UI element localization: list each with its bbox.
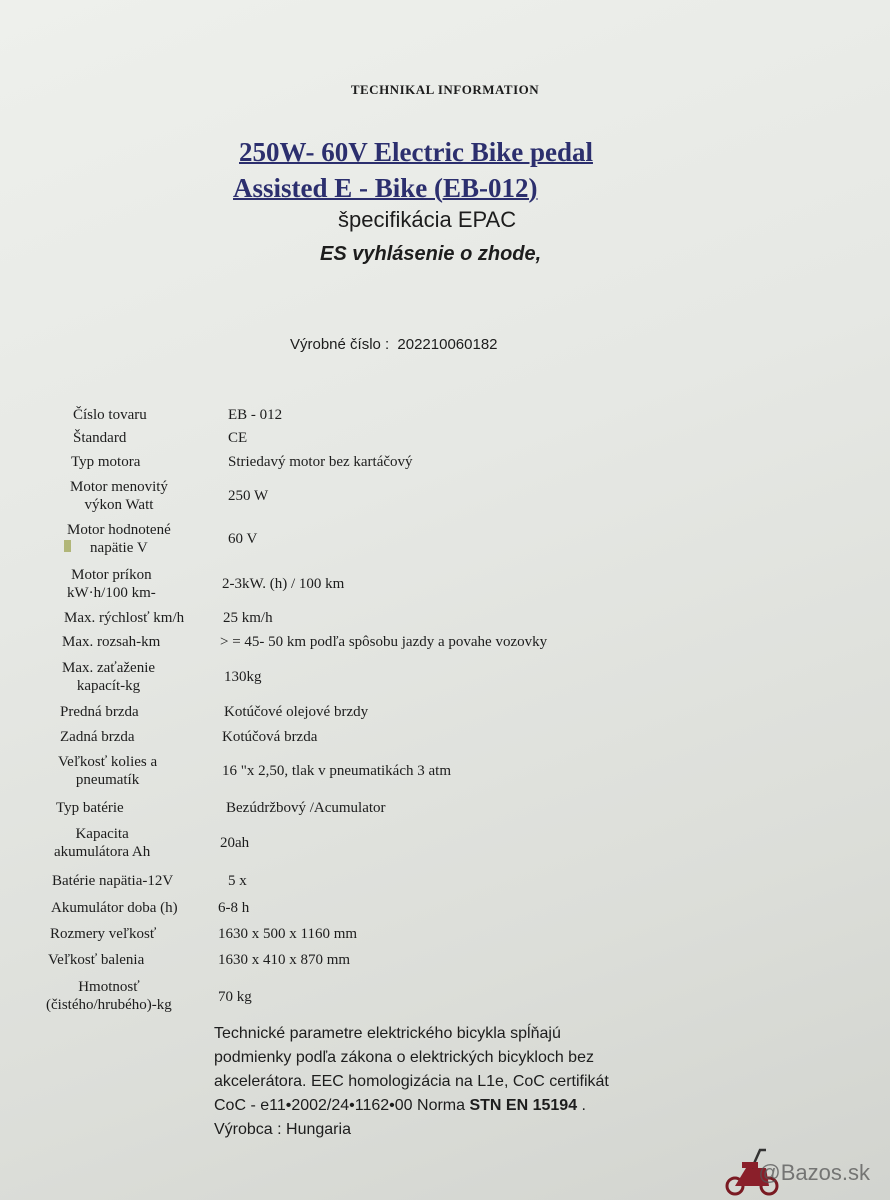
spec-label: Typ motora	[71, 454, 141, 470]
spec-label: Motor príkon kW·h/100 km-	[67, 567, 156, 601]
technical-information-heading: TECHNIKAL INFORMATION	[350, 82, 540, 97]
declaration-of-conformity: ES vyhlásenie o zhode,	[320, 243, 542, 265]
spec-label: Predná brzda	[60, 704, 139, 720]
certificate-text: CoC - e11•2002/24•1162•00 Norma	[214, 1097, 470, 1114]
spec-label: Rozmery veľkosť	[50, 926, 157, 942]
spec-value: 1630 x 410 x 870 mm	[218, 952, 351, 968]
spec-value: 20ah	[220, 835, 250, 851]
spec-value: 250 W	[228, 488, 269, 504]
bazos-watermark: @Bazos.sk	[758, 1160, 870, 1185]
spec-value: 60 V	[228, 531, 258, 547]
footer-statement	[214, 1022, 609, 1142]
spec-value: Striedavý motor bez kartáčový	[228, 454, 413, 470]
spec-label: Veľkosť balenia	[48, 952, 145, 968]
spec-label: Typ batérie	[56, 800, 124, 816]
spec-value: CE	[228, 430, 248, 446]
spec-label: Kapacita akumulátora Ah	[54, 826, 151, 860]
serial-number-label: Výrobné číslo :	[290, 336, 390, 353]
product-title-line-2: Assisted E - Bike (EB-012)	[233, 173, 538, 203]
spec-value: Bezúdržbový /Acumulator	[226, 800, 386, 816]
spec-label: Číslo tovaru	[73, 407, 147, 423]
spec-value: 2-3kW. (h) / 100 km	[222, 576, 345, 592]
spec-value: 1630 x 500 x 1160 mm	[218, 926, 358, 942]
spec-value: 5 x	[228, 873, 247, 889]
serial-number-value: 202210060182	[397, 336, 498, 353]
spec-value: EB - 012	[228, 407, 283, 423]
spec-label: Batérie napätia-12V	[52, 873, 174, 889]
specification-subtitle: špecifikácia EPAC	[338, 207, 517, 232]
spec-label: Zadná brzda	[60, 729, 135, 745]
product-title-line-1: 250W- 60V Electric Bike pedal	[239, 137, 593, 167]
spec-value: 6-8 h	[218, 900, 250, 916]
spec-label: Štandard	[73, 430, 127, 446]
manufacturer-line: Výrobca : Hungaria	[214, 1121, 351, 1138]
spec-value: 25 km/h	[223, 610, 273, 626]
certificate-suffix: .	[577, 1097, 586, 1114]
spec-value: > = 45- 50 km podľa spôsobu jazdy a povahe vozovky	[220, 634, 548, 650]
spec-label: Max. rýchlosť km/h	[64, 610, 185, 626]
spec-label: Max. rozsah-km	[62, 634, 161, 650]
serial-number	[290, 336, 498, 353]
footer-line: podmienky podľa zákona o elektrických bicykloch bez	[214, 1049, 594, 1066]
footer-line: Technické parametre elektrického bicykla spĺňajú	[214, 1025, 561, 1042]
standard-reference: STN EN 15194	[469, 1097, 578, 1114]
spec-value: 70 kg	[218, 989, 252, 1005]
spec-label: Max. zaťaženie kapacít-kg	[62, 660, 156, 694]
spec-label: Akumulátor doba (h)	[51, 900, 178, 916]
spec-label: Hmotnosť (čistého/hrubého)-kg	[46, 979, 172, 1013]
footer-line: akcelerátora. EEC homologizácia na L1e, CoC certifikát	[214, 1073, 609, 1090]
spec-value: Kotúčové olejové brzdy	[224, 704, 369, 720]
spec-value: Kotúčová brzda	[222, 729, 318, 745]
footer-line	[214, 1094, 609, 1118]
spec-label: Motor menovitý výkon Watt	[70, 479, 168, 513]
spec-value: 16 "x 2,50, tlak v pneumatikách 3 atm	[222, 763, 451, 779]
spec-value: 130kg	[224, 669, 262, 685]
spec-label: Motor hodnotené napätie V	[67, 522, 171, 556]
spec-label: Veľkosť kolies a pneumatík	[58, 754, 158, 788]
